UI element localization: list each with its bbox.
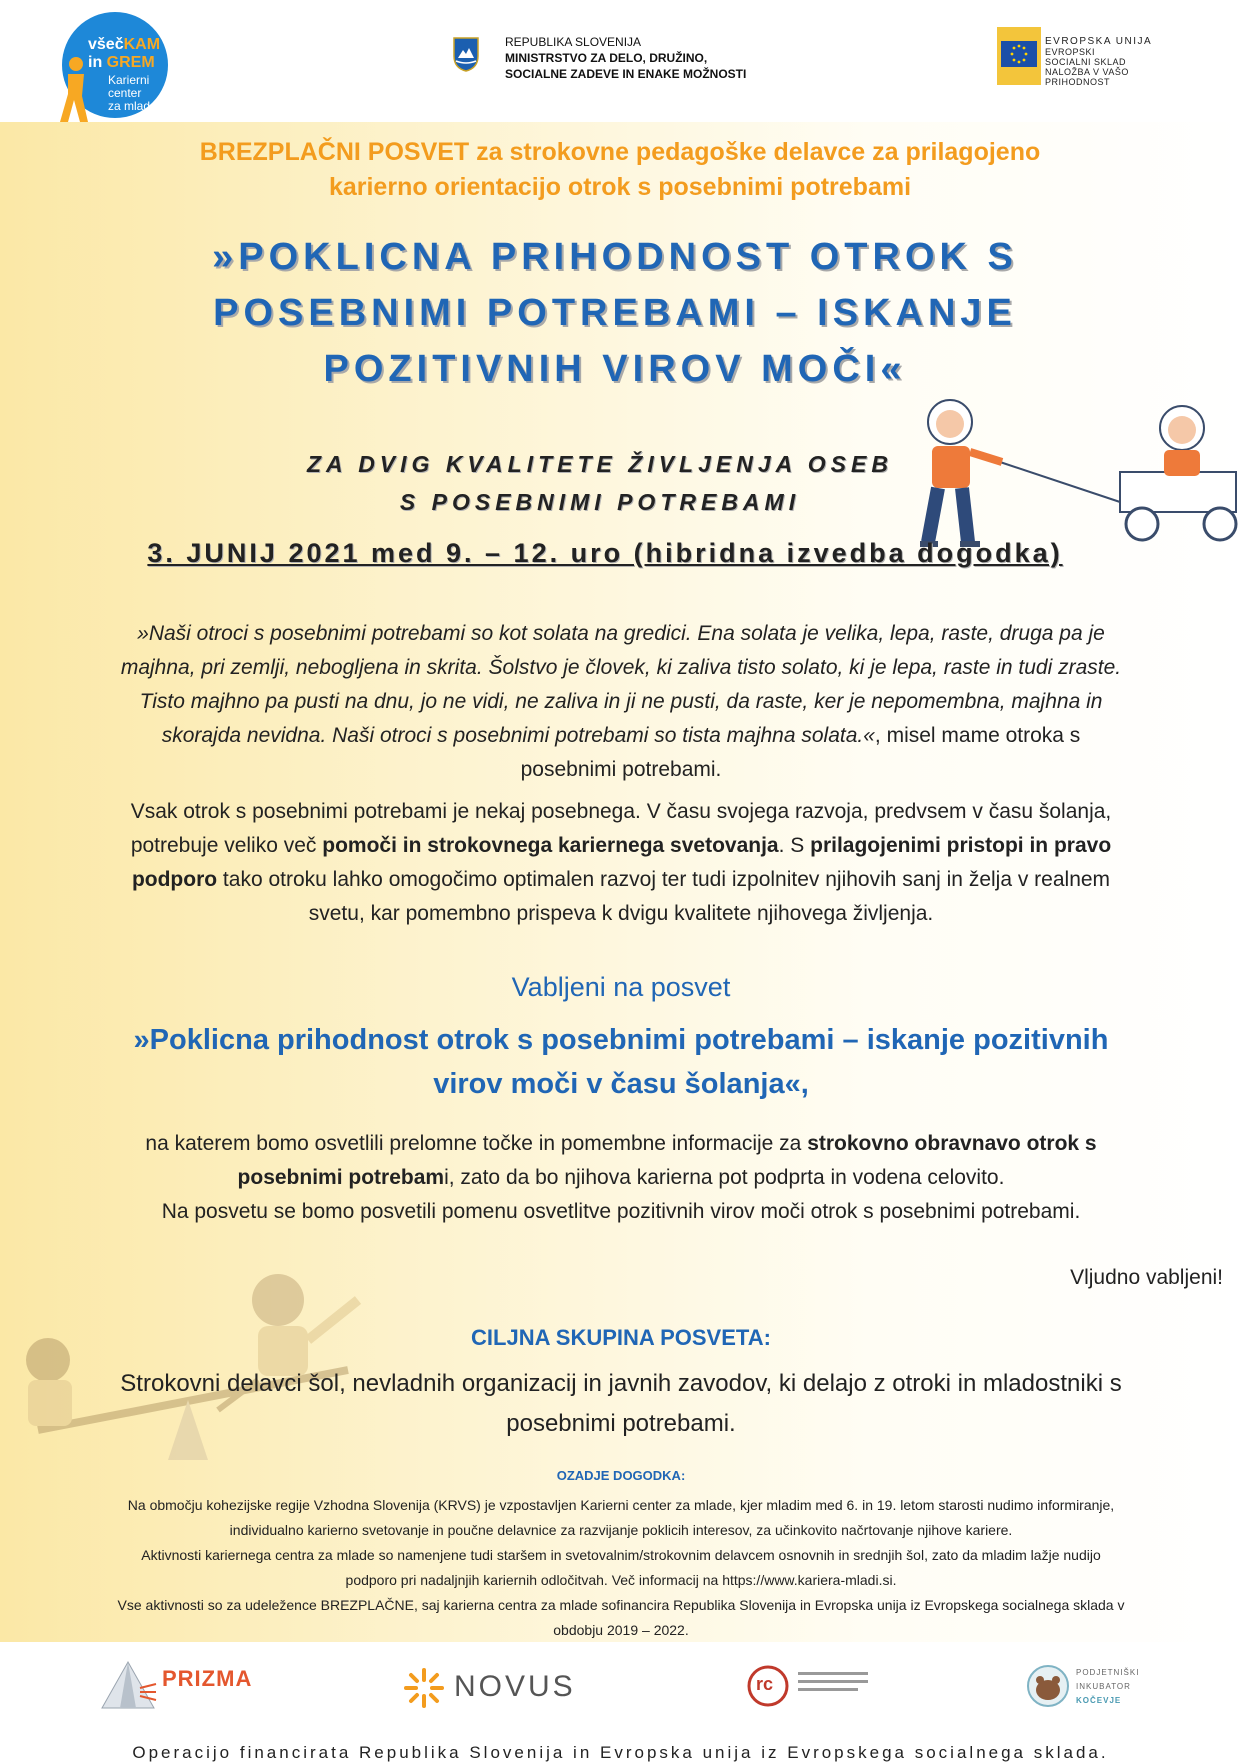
- description-emphasis: podporo: [131, 868, 218, 891]
- background-line: podporo pri nadaljnjih kariernih odločitvah. Več informacij na https://www.kariera-mladi.si.: [345, 1572, 897, 1588]
- ministry-text: SOCIALNE ZADEVE IN ENAKE MOŽNOSTI: [505, 67, 747, 81]
- ministry-text: MINISTRSTVO ZA DELO, DRUŽINO,: [505, 51, 708, 65]
- invitation-title-line: »Poklicna prihodnost otrok s posebnimi potrebami – iskanje pozitivnih: [133, 1024, 1109, 1056]
- background-line: individualno karierno svetovanje in poučne delavnice za razvijanje poklicih interesov, za učinkovito načrtovanje njihove kariere.: [229, 1522, 1013, 1538]
- logo-text: in: [88, 54, 107, 71]
- eu-text: SOCIALNI SKLAD: [1045, 57, 1127, 67]
- description-paragraph: [22, 795, 1220, 931]
- background-line: Vse aktivnosti so za udeležence BREZPLAČNE, saj karierna centra za mlade sofinancira Republika Slovenija in Evropska unija iz Evropskega socialnega sklada v: [117, 1597, 1125, 1613]
- description-text: tako otroku lahko omogočimo optimalen razvoj ter tudi izpolnitev njihovih sanj in želja v realnem: [217, 868, 1111, 891]
- target-group-line: posebnimi potrebami.: [506, 1410, 736, 1437]
- kocevje-text: INKUBATOR: [1076, 1682, 1131, 1691]
- eu-text: EVROPSKA UNIJA: [1045, 36, 1153, 47]
- posvet-paragraph: [22, 1127, 1220, 1229]
- subtitle-line2: S POSEBNIMI POTREBAMI: [399, 489, 801, 515]
- invitation-title: [22, 1018, 1220, 1106]
- quote-line: skorajda nevidna. Naši otroci s posebnimi potrebami so tista majhna solata.«: [161, 724, 875, 747]
- walking-figure-icon: [54, 56, 94, 126]
- kocevje-text: PODJETNIŠKI: [1076, 1668, 1140, 1677]
- eu-text: EVROPSKI: [1045, 47, 1096, 57]
- eu-esf-logo: [997, 27, 1187, 89]
- subtitle-line1: ZA DVIG KVALITETE ŽIVLJENJA OSEB: [307, 451, 893, 477]
- background-line: Na območju kohezijske regije Vzhodna Slovenija (KRVS) je vzpostavljen Karierni center za mlade, kjer mladim med 6. in 19. letom starosti nudimo informiranje,: [127, 1497, 1115, 1513]
- quote-attribution: , misel mame otroka s: [874, 724, 1081, 747]
- novus-logo: [402, 1658, 602, 1718]
- description-text: potrebuje veliko več: [130, 834, 323, 857]
- main-title-line1: »POKLICNA PRIHODNOST OTROK S: [212, 236, 1018, 278]
- logo-text: Karierni: [108, 73, 150, 87]
- background-text: [22, 1493, 1220, 1643]
- invitation-title-line: virov moči v času šolanja«,: [433, 1068, 809, 1100]
- event-date: 3. JUNIJ 2021 med 9. – 12. uro (hibridna izvedba dogodka): [147, 538, 1063, 568]
- logo-text: za mlade: [108, 99, 157, 113]
- novus-text: NOVUS: [454, 1670, 576, 1703]
- invitation-intro: Vabljeni na posvet: [511, 972, 731, 1002]
- quote-attribution: posebnimi potrebami.: [520, 758, 722, 781]
- main-title-line2: POSEBNIMI POTREBAMI – ISKANJE: [213, 292, 1017, 334]
- footer-funding-note: Operacijo financirata Republika Slovenija in Evropska unija iz Evropskega socialnega sklada.: [132, 1743, 1109, 1762]
- bear-icon: [1026, 1664, 1070, 1708]
- kocevje-incubator-logo: [1026, 1658, 1156, 1728]
- background-line: obdobju 2019 – 2022.: [553, 1622, 689, 1638]
- posvet-emphasis: strokovno obravnavo otrok s: [807, 1132, 1097, 1155]
- description-emphasis: prilagojenimi pristopi in pravo: [810, 834, 1112, 857]
- logo-text: všeč: [88, 36, 124, 53]
- main-title-line3: POZITIVNIH VIROV MOČI«: [323, 348, 907, 390]
- kocevje-text: KOČEVJE: [1076, 1696, 1122, 1705]
- prizma-text: PRIZMA: [162, 1666, 253, 1691]
- description-line: Vsak otrok s posebnimi potrebami je nekaj posebnega. V času svojega razvoja, predvsem v času šolanja,: [130, 800, 1112, 823]
- ministry-text: REPUBLIKA SLOVENIJA: [505, 35, 642, 49]
- rc-text: rc: [756, 1674, 774, 1694]
- posvet-line: Na posvetu se bomo posvetili pomenu osvetlitve pozitivnih virov moči otrok s posebnimi potrebami.: [161, 1200, 1081, 1223]
- background-heading: OZADJE DOGODKA:: [556, 1468, 686, 1483]
- posvet-text: i, zato da bo njihova karierna pot podprta in vodena celovito.: [444, 1166, 1005, 1189]
- intro-heading-line2: karierno orientacijo otrok s posebnimi potrebami: [328, 173, 912, 201]
- description-text: . S: [778, 834, 811, 857]
- quote-paragraph: [22, 617, 1220, 787]
- logo-text: center: [108, 86, 142, 100]
- vsec-kam-in-grem-logo: [62, 12, 172, 122]
- slovenia-coat-of-arms-icon: [451, 36, 481, 72]
- quote-line: majhna, pri zemlji, nebogljena in skrita. Šolstvo je človek, ki zaliva tisto solato, ki je lepa, raste in tudi zraste.: [120, 656, 1122, 679]
- posvet-text: na katerem bomo osvetlili prelomne točke in pomembne informacije za: [145, 1132, 808, 1155]
- description-emphasis: pomoči in strokovnega kariernega svetovanja: [322, 834, 779, 857]
- logo-text: KAM: [123, 36, 161, 53]
- posvet-emphasis: posebnimi potrebam: [237, 1166, 445, 1189]
- closing-greeting: Vljudno vabljeni!: [1070, 1266, 1223, 1289]
- quote-line: Tisto majhno pa pusti na dnu, jo ne vidi, ne zaliva in ji ne pusti, da raste, ker je nepomembna, majhna in: [139, 690, 1103, 713]
- quote-line: »Naši otroci s posebnimi potrebami so kot solata na gredici. Ena solata je velika, lepa, raste, druga pa je: [137, 622, 1105, 645]
- target-group-text: [22, 1364, 1220, 1444]
- description-line: svetu, kar pomembno prispeva k dvigu kvalitete njihovega življenja.: [308, 902, 934, 925]
- logo-text: GREM: [106, 54, 155, 71]
- target-group-heading: CILJNA SKUPINA POSVETA:: [471, 1325, 771, 1350]
- intro-heading-line1: BREZPLAČNI POSVET za strokovne pedagoške delavce za prilagojeno: [199, 138, 1041, 166]
- background-line: Aktivnosti kariernega centra za mlade so namenjene tudi staršem in svetovalnim/strokovnim delavcem osnovnih in srednjih šol, zato da mladim lažje nudijo: [141, 1547, 1101, 1563]
- prism-icon: [98, 1658, 158, 1714]
- star-burst-icon: [402, 1666, 446, 1710]
- prizma-logo: [98, 1658, 268, 1718]
- eu-text: NALOŽBA V VAŠO PRIHODNOST: [1045, 67, 1129, 87]
- rc-logo: [746, 1658, 876, 1718]
- target-group-line: Strokovni delavci šol, nevladnih organizacij in javnih zavodov, ki delajo z otroki in mladostniki s: [120, 1370, 1122, 1397]
- eu-flag-icon: [997, 27, 1041, 85]
- ministry-logo: [451, 34, 771, 94]
